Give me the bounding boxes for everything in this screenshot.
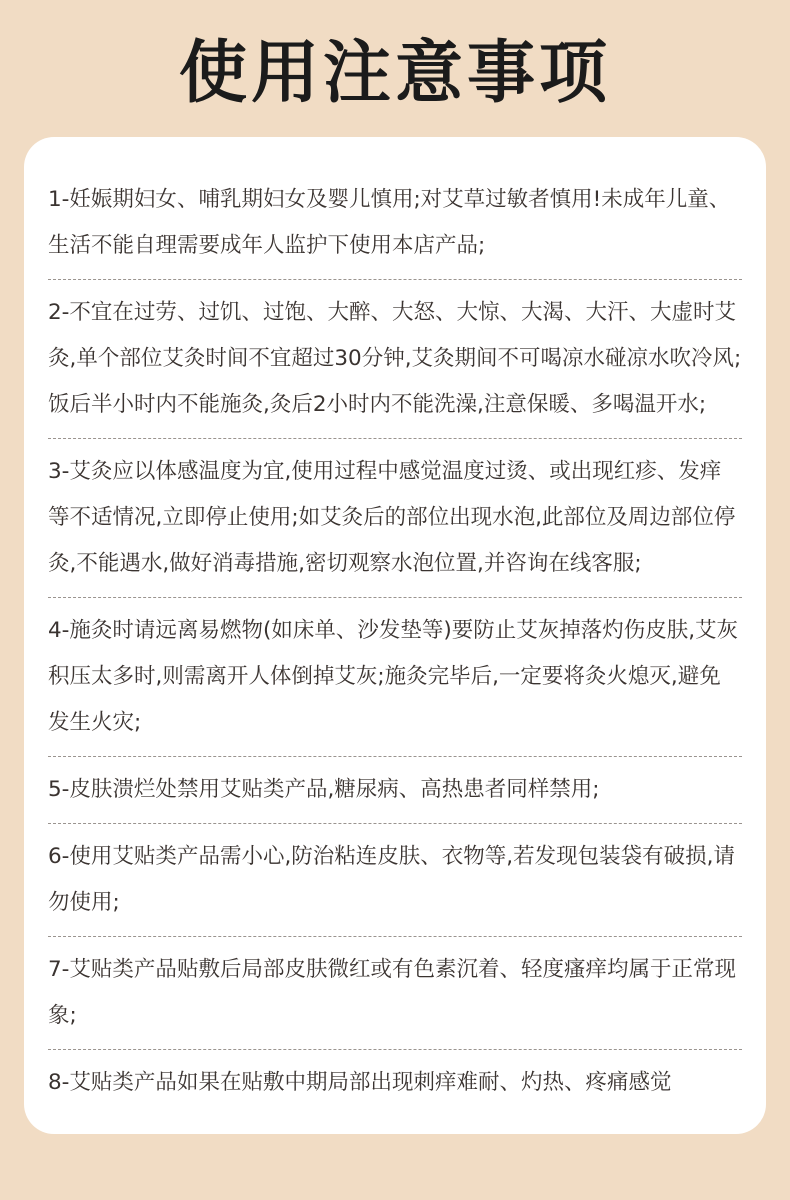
- notice-card: [24, 137, 766, 1134]
- notice-item-3: 3-艾灸应以体感温度为宜,使用过程中感觉温度过烫、或出现红疹、发痒等不适情况,立即停止使用;如艾灸后的部位出现水泡,此部位及周边部位停灸,不能遇水,做好消毒措施,密切观察水泡位置,并咨询在线客服;: [48, 439, 742, 598]
- notice-item-5: 5-皮肤溃烂处禁用艾贴类产品,糖尿病、高热患者同样禁用;: [48, 757, 742, 824]
- notice-item-8: 8-艾贴类产品如果在贴敷中期局部出现刺痒难耐、灼热、疼痛感觉: [48, 1070, 672, 1095]
- notice-item-6: 6-使用艾贴类产品需小心,防治粘连皮肤、衣物等,若发现包装袋有破损,请勿使用;: [48, 824, 742, 937]
- notice-item-1: 1-妊娠期妇女、哺乳期妇女及婴儿慎用;对艾草过敏者慎用!未成年儿童、生活不能自理需要成年人监护下使用本店产品;: [48, 167, 742, 280]
- notice-item-4: 4-施灸时请远离易燃物(如床单、沙发垫等)要防止艾灰掉落灼伤皮肤,艾灰积压太多时,则需离开人体倒掉艾灰;施灸完毕后,一定要将灸火熄灭,避免发生火灾;: [48, 598, 742, 757]
- notice-item-7: 7-艾贴类产品贴敷后局部皮肤微红或有色素沉着、轻度瘙痒均属于正常现象;: [48, 937, 742, 1050]
- page-title: 使用注意事项: [178, 34, 611, 113]
- notice-item-2: 2-不宜在过劳、过饥、过饱、大醉、大怒、大惊、大渴、大汗、大虚时艾灸,单个部位艾灸时间不宜超过30分钟,艾灸期间不可喝凉水碰凉水吹冷风;饭后半小时内不能施灸,灸后2小时内不能洗澡,注意保暖、多喝温开水;: [48, 280, 742, 439]
